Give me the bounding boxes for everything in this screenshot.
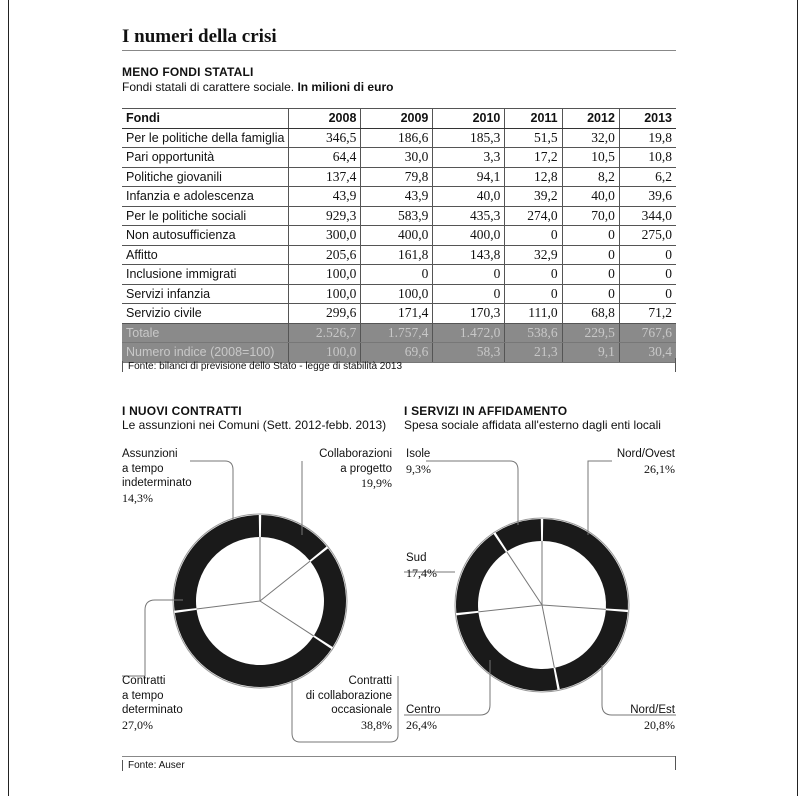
label-centro — [406, 703, 441, 732]
table-cell: 1.757,4 — [361, 323, 433, 343]
label-pct: 38,8% — [361, 717, 392, 732]
donut-slice-collaborazioni — [261, 515, 327, 560]
row-label: Politiche giovanili — [122, 167, 289, 187]
source-tick — [675, 756, 676, 770]
table-cell: 100,0 — [289, 284, 361, 304]
label-line: Nord/Ovest — [616, 448, 675, 460]
servizi-donut — [455, 518, 629, 692]
table-cell: 171,4 — [361, 304, 433, 324]
row-label: Servizio civile — [122, 304, 289, 324]
donut-spoke — [478, 605, 542, 612]
table-cell: 71,2 — [619, 304, 676, 324]
table-cell: 9,1 — [562, 343, 619, 363]
table-cell: 40,0 — [433, 187, 505, 207]
table-cell: 30,4 — [619, 343, 676, 363]
donut-slice-nord-ovest — [543, 519, 628, 610]
donut-slice-assunzioni — [174, 515, 259, 611]
table-cell: 0 — [562, 245, 619, 265]
label-pct: 17,4% — [406, 565, 437, 580]
table-cell: 100,0 — [289, 265, 361, 285]
table-cell: 8,2 — [562, 167, 619, 187]
table-subtitle-plain: Fondi statali di carattere sociale. — [122, 80, 295, 94]
contratti-subtitle: Le assunzioni nei Comuni (Sett. 2012-febb. 2013) — [122, 418, 387, 432]
label-line: indeterminato — [122, 477, 192, 489]
table-cell: 170,3 — [433, 304, 505, 324]
column-header: 2009 — [361, 109, 433, 129]
table-cell: 17,2 — [505, 148, 562, 168]
label-pct: 9,3% — [406, 461, 431, 476]
table-cell: 39,2 — [505, 187, 562, 207]
table-cell: 143,8 — [433, 245, 505, 265]
table-cell: 767,6 — [619, 323, 676, 343]
table-cell: 64,4 — [289, 148, 361, 168]
label-line: a progetto — [340, 462, 392, 475]
row-label: Per le politiche della famiglia — [122, 128, 289, 148]
table-cell: 137,4 — [289, 167, 361, 187]
column-header: 2012 — [562, 109, 619, 129]
label-pct: 20,8% — [644, 717, 675, 732]
label-line: a tempo — [122, 462, 164, 475]
row-label: Inclusione immigrati — [122, 265, 289, 285]
table-cell: 0 — [562, 265, 619, 285]
table-cell: 10,8 — [619, 148, 676, 168]
table-cell: 0 — [562, 226, 619, 246]
column-header: 2010 — [433, 109, 505, 129]
table-cell: 100,0 — [289, 343, 361, 363]
table-cell: 400,0 — [361, 226, 433, 246]
leader-isole — [426, 461, 518, 525]
donut-spoke — [260, 601, 314, 636]
table-cell: 0 — [562, 284, 619, 304]
table-cell: 274,0 — [505, 206, 562, 226]
servizi-subtitle: Spesa sociale affidata all'esterno dagli enti locali — [404, 418, 661, 432]
table-cell: 229,5 — [562, 323, 619, 343]
servizi-heading: I SERVIZI IN AFFIDAMENTO — [404, 404, 568, 418]
table-cell: 275,0 — [619, 226, 676, 246]
table-heading: MENO FONDI STATALI — [122, 65, 254, 79]
contratti-donut — [173, 514, 347, 688]
table-cell: 94,1 — [433, 167, 505, 187]
table-cell: 0 — [433, 284, 505, 304]
leader-lines — [122, 461, 676, 742]
table-cell: 69,6 — [361, 343, 433, 363]
table-cell: 0 — [619, 284, 676, 304]
table-cell: 299,6 — [289, 304, 361, 324]
table-cell: 2.526,7 — [289, 323, 361, 343]
donut-slice-centro — [457, 613, 558, 691]
table-cell: 10,5 — [562, 148, 619, 168]
donut-spoke — [542, 605, 606, 609]
row-label: Servizi infanzia — [122, 284, 289, 304]
donut-spoke — [260, 561, 310, 601]
page-title: I numeri della crisi — [122, 26, 277, 47]
label-line: di collaborazione — [305, 689, 392, 702]
table-cell: 51,5 — [505, 128, 562, 148]
table-cell: 43,9 — [289, 187, 361, 207]
table-cell: 186,6 — [361, 128, 433, 148]
donut-spoke — [507, 552, 542, 605]
column-header: 2013 — [619, 109, 676, 129]
table-cell: 0 — [619, 265, 676, 285]
table-cell: 19,8 — [619, 128, 676, 148]
label-pct: 19,9% — [361, 476, 392, 490]
label-line: Contratti — [122, 675, 166, 687]
table-cell: 205,6 — [289, 245, 361, 265]
leader-assunzioni — [190, 461, 233, 520]
table-cell: 929,3 — [289, 206, 361, 226]
label-line: Contratti — [348, 675, 392, 687]
label-line: Nord/Est — [630, 704, 675, 716]
label-line: Centro — [406, 704, 441, 716]
table-cell: 100,0 — [361, 284, 433, 304]
table-cell: 39,6 — [619, 187, 676, 207]
label-isole — [406, 447, 431, 476]
bottom-source: Fonte: Auser — [122, 760, 185, 771]
column-header: Fondi — [122, 109, 289, 129]
table-cell: 344,0 — [619, 206, 676, 226]
row-label: Per le politiche sociali — [122, 206, 289, 226]
row-label: Numero indice (2008=100) — [122, 343, 289, 363]
table-cell: 538,6 — [505, 323, 562, 343]
label-nordest — [575, 703, 675, 732]
table-cell: 58,3 — [433, 343, 505, 363]
label-pct: 26,4% — [406, 717, 437, 732]
label-line: Sud — [406, 552, 427, 564]
label-determinato — [122, 674, 183, 732]
row-label: Infanzia e adolescenza — [122, 187, 289, 207]
label-line: occasionale — [331, 704, 392, 716]
table-cell: 0 — [433, 265, 505, 285]
table-cell: 0 — [361, 265, 433, 285]
column-header: 2008 — [289, 109, 361, 129]
table-cell: 435,3 — [433, 206, 505, 226]
label-line: Isole — [406, 448, 431, 460]
donut-spoke — [542, 605, 554, 668]
table-cell: 43,9 — [361, 187, 433, 207]
table-cell: 32,9 — [505, 245, 562, 265]
table-cell: 3,3 — [433, 148, 505, 168]
label-line: determinato — [122, 704, 183, 716]
table-cell: 346,5 — [289, 128, 361, 148]
table-cell: 32,0 — [562, 128, 619, 148]
table-cell: 400,0 — [433, 226, 505, 246]
label-line: Assunzioni — [122, 448, 178, 460]
table-cell: 6,2 — [619, 167, 676, 187]
row-label: Totale — [122, 323, 289, 343]
label-sud — [406, 551, 437, 580]
label-occasionale — [282, 674, 392, 732]
row-label: Non autosufficienza — [122, 226, 289, 246]
table-cell: 70,0 — [562, 206, 619, 226]
table-cell: 0 — [505, 284, 562, 304]
table-cell: 185,3 — [433, 128, 505, 148]
row-label: Affitto — [122, 245, 289, 265]
table-cell: 40,0 — [562, 187, 619, 207]
label-pct: 26,1% — [644, 461, 675, 476]
label-pct: 14,3% — [122, 490, 153, 505]
contratti-heading: I NUOVI CONTRATTI — [122, 404, 242, 418]
table-cell: 21,3 — [505, 343, 562, 363]
table-subtitle-unit: In milioni di euro — [297, 80, 394, 94]
table-cell: 68,8 — [562, 304, 619, 324]
table-cell: 583,9 — [361, 206, 433, 226]
table-cell: 12,8 — [505, 167, 562, 187]
row-label: Pari opportunità — [122, 148, 289, 168]
table-cell: 0 — [505, 226, 562, 246]
bottom-source-rule — [122, 756, 676, 757]
table-cell: 111,0 — [505, 304, 562, 324]
table-cell: 1.472,0 — [433, 323, 505, 343]
label-collaborazioni — [292, 447, 392, 491]
donut-spoke — [197, 601, 260, 609]
table-cell: 30,0 — [361, 148, 433, 168]
label-pct: 27,0% — [122, 717, 153, 732]
table-cell: 0 — [505, 265, 562, 285]
label-assunzioni — [122, 447, 192, 505]
table-source: Fonte: bilanci di previsione dello Stato - legge di stabilità 2013 — [122, 361, 402, 372]
column-header: 2011 — [505, 109, 562, 129]
label-line: Collaborazioni — [319, 448, 392, 460]
table-cell: 0 — [619, 245, 676, 265]
table-cell: 161,8 — [361, 245, 433, 265]
table-cell: 300,0 — [289, 226, 361, 246]
label-line: a tempo — [122, 689, 164, 702]
table-cell: 79,8 — [361, 167, 433, 187]
label-nordovest — [575, 447, 675, 476]
donut-slice-sud — [456, 534, 506, 613]
